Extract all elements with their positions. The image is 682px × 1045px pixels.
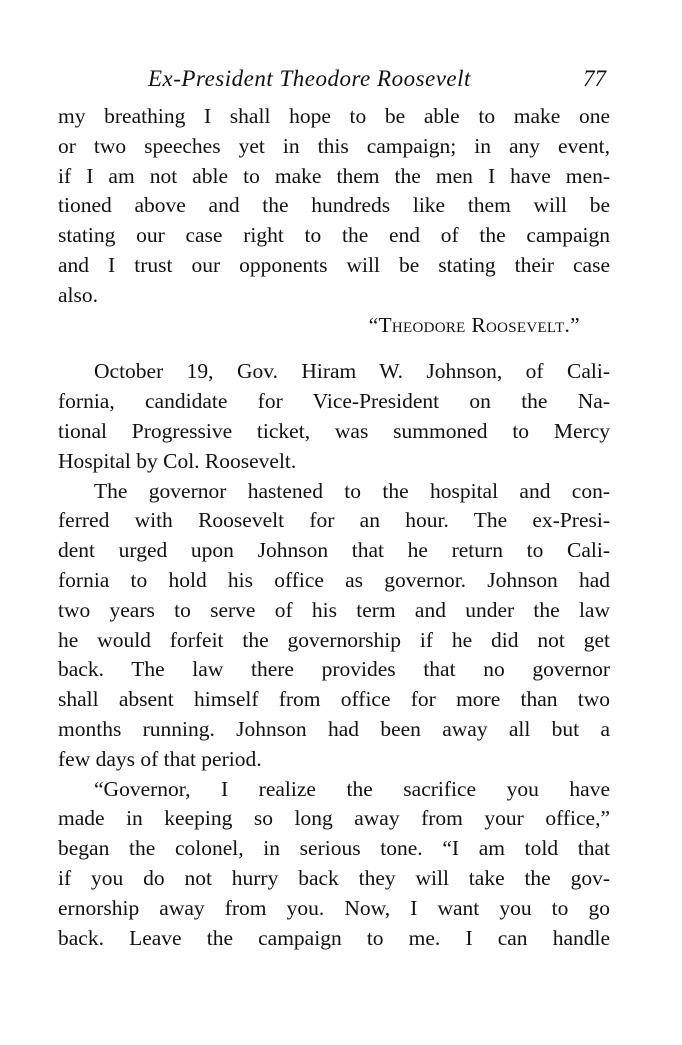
text-line: dent urged upon Johnson that he return to Cali- — [58, 538, 610, 563]
text-line: ferred with Roosevelt for an hour. The ex-Presi- — [58, 508, 610, 533]
text-line: fornia to hold his office as governor. Johnson had — [58, 567, 610, 592]
text-line: or two speeches yet in this campaign; in any event, — [58, 133, 610, 158]
running-title: Ex-President Theodore Roosevelt — [148, 66, 471, 91]
text-line: months running. Johnson had been away all but a — [58, 716, 610, 741]
text-line: also. — [58, 282, 99, 307]
text-line: tioned above and the hundreds like them will be — [58, 193, 610, 218]
running-head — [58, 62, 610, 102]
text-line: October 19, Gov. Hiram W. Johnson, of Cali- — [94, 359, 610, 384]
signature: “Theodore Roosevelt.” — [368, 312, 580, 337]
text-line: tional Progressive ticket, was summoned to Mercy — [58, 418, 610, 443]
paragraph-4 — [58, 775, 610, 954]
paragraph-1 — [58, 102, 610, 311]
text-line: few days of that period. — [58, 746, 262, 771]
text-line: back. The law there provides that no governor — [58, 657, 610, 682]
text-line: my breathing I shall hope to be able to make one — [58, 104, 610, 128]
text-line: if you do not hurry back they will take the gov- — [58, 865, 610, 890]
text-line: if I am not able to make them the men I have men- — [58, 163, 610, 188]
book-page — [58, 62, 610, 953]
text-line: and I trust our opponents will be stating their case — [58, 252, 610, 277]
text-line: stating our case right to the end of the campaign — [58, 223, 610, 248]
text-line: ernorship away from you. Now, I want you to go — [58, 895, 610, 920]
text-line: back. Leave the campaign to me. I can handle — [58, 925, 610, 950]
text-line: Hospital by Col. Roosevelt. — [58, 448, 297, 473]
text-line: two years to serve of his term and under the law — [58, 597, 610, 622]
paragraph-3 — [58, 477, 610, 775]
page-number: 77 — [583, 66, 606, 91]
text-line: he would forfeit the governorship if he did not get — [58, 627, 610, 652]
paragraph-2 — [58, 357, 610, 476]
text-line: The governor hastened to the hospital and con- — [94, 478, 610, 503]
text-line: fornia, candidate for Vice-President on the Na- — [58, 389, 610, 414]
text-line: shall absent himself from office for more than two — [58, 687, 610, 712]
text-line: made in keeping so long away from your office,” — [58, 806, 610, 831]
text-line: began the colonel, in serious tone. “I am told that — [58, 836, 610, 861]
text-line: “Governor, I realize the sacrifice you have — [94, 776, 610, 801]
